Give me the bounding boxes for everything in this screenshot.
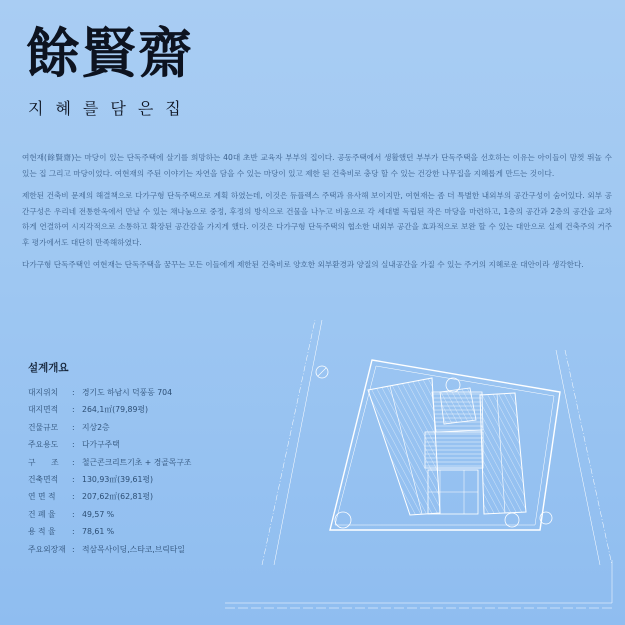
page-title: 餘賢齋 <box>26 21 194 85</box>
overview-row-floor-area: 연 면 적 : 207,62㎡(62,81평) <box>28 488 191 505</box>
overview-title: 설계개요 <box>28 362 69 374</box>
overview-label: 대지면적 <box>28 405 59 415</box>
overview-label: 대지위치 <box>28 388 59 397</box>
right-wing-roof <box>480 393 526 514</box>
overview-row-use: 주요용도 : 다가구주택 <box>28 436 191 453</box>
road-line <box>262 320 315 565</box>
overview-label: 주요외장재 <box>28 544 66 554</box>
overview-value: 다가구주택 <box>82 440 120 450</box>
overview-label: 건축면적 <box>28 474 59 484</box>
intro-paragraph-1: 여현재(餘賢齋)는 마당이 있는 단독주택에 살기를 희망하는 40대 초반 교육자 부부의 집이다. 공동주택에서 생활했던 부부가 단독주택을 선호하는 이유는 아이들이 맘껏 뛰놀 수 있는 집 그리고 마당이었다. 여현재의 주된 이야기는 자연을 담을 수 있는 마당이 있고 제한 된 건축비로 충당 할 수 있는 건강한 나무집을 지혜롭게 만드는 것이다. <box>22 153 612 178</box>
stair <box>425 432 483 468</box>
overview-value: 130,93㎡(39,61평) <box>82 474 154 484</box>
overview-row-materials: 주요외장재 : 적삼목사이딩,스타코,브릭타일 <box>28 541 191 558</box>
intro-paragraph-2: 제한된 건축비 문제의 해결책으로 다가구형 단독주택으로 계획 하였는데, 이것은 듀플렉스 주택과 유사해 보이지만, 여현재는 좀 더 특별한 내외부의 공간구성이 숨어있다. 외부 공간구성은 우리네 전통한옥에서 만날 수 있는 채나눔으로 중정, 후정의 방식으로 건물을 나누고 비움으로 각 세대별 독립된 작은 마당을 마련하고, 1층의 공간과 2층의 공간을 교차하게 연결하여 시지각적으로 소통하고 확장된 공간감을 가지게 했다. 이것은 다가구형 단독주택의 협소한 내외부 공간을 효과적으로 보완 할 수 있는 대안으로 실제 건축주의 거주 후 평가에서도 대단히 만족해하였다. <box>22 191 612 247</box>
overview-row-building-area: 건축면적 : 130,93㎡(39,61평) <box>28 471 191 488</box>
road-line <box>565 350 612 565</box>
overview-row-far: 용 적 율 : 78,61 % <box>28 523 191 540</box>
page-subtitle: 지혜를담은집 <box>28 99 193 118</box>
overview-row-structure: 구 조 : 철근콘크리트기초 + 경골목구조 <box>28 454 191 471</box>
overview-value: 78,61 % <box>82 527 115 537</box>
overview-row-coverage: 건 폐 율 : 49,57 % <box>28 506 191 523</box>
overview-label: 건물규모 <box>28 422 59 432</box>
central-roof <box>440 388 476 424</box>
overview-label: 구 조 <box>28 457 59 467</box>
road-line <box>274 320 322 565</box>
tree-icon <box>335 512 351 528</box>
overview-row-site-area: 대지면적 : 264,1㎡(79,89평) <box>28 401 191 418</box>
overview-value: 49,57 % <box>82 509 115 519</box>
overview-value: 경기도 하남시 덕풍동 704 <box>82 388 173 397</box>
overview-value: 207,62㎡(62,81평) <box>82 492 154 502</box>
overview-label: 건 폐 율 <box>28 509 56 519</box>
overview-value: 지상2층 <box>82 422 110 432</box>
overview-row-scale: 건물규모 : 지상2층 <box>28 419 191 436</box>
overview-value: 264,1㎡(79,89평) <box>82 405 149 415</box>
overview-row-site: 대지위치 : 경기도 하남시 덕풍동 704 <box>28 384 191 401</box>
intro-paragraph-3: 다가구형 단독주택인 여현재는 단독주택을 꿈꾸는 모든 이들에게 제한된 건축비로 양호한 외부환경과 양질의 실내공간을 가질 수 있는 주거의 지혜로운 대안이라 생각한다. <box>22 260 584 269</box>
overview-value: 철근콘크리트기초 + 경골목구조 <box>82 457 192 467</box>
overview-label: 용 적 율 <box>28 527 56 537</box>
overview-value: 적삼목사이딩,스타코,브릭타일 <box>82 544 185 554</box>
overview-label: 연 면 적 <box>28 492 56 502</box>
overview-label: 주요용도 <box>28 440 59 450</box>
road-line <box>556 350 600 565</box>
